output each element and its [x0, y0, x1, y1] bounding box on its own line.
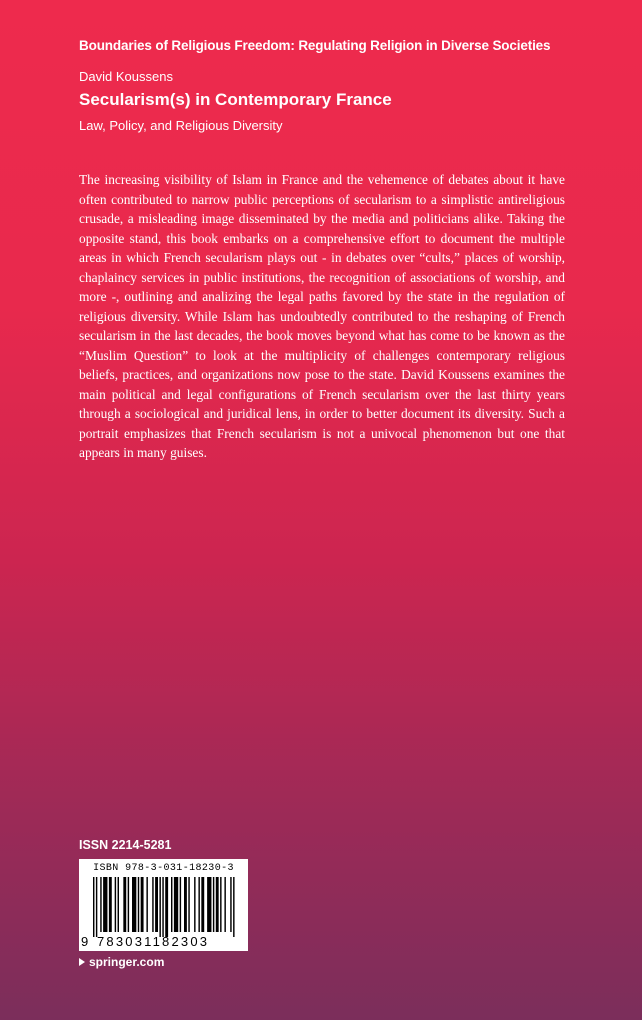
barcode-bar — [233, 877, 234, 937]
book-title: Secularism(s) in Contemporary France — [79, 90, 392, 109]
barcode-bar — [93, 877, 94, 937]
barcode-bar — [213, 877, 214, 932]
barcode-bar — [103, 877, 107, 932]
barcode-bar — [162, 877, 163, 937]
barcode-bar — [159, 877, 160, 937]
barcode-bar — [138, 877, 139, 932]
barcode-bar — [118, 877, 119, 932]
publisher-link[interactable] — [79, 955, 164, 969]
publisher-label: springer.com — [89, 955, 165, 969]
barcode-bars — [93, 877, 236, 937]
series-title: Boundaries of Religious Freedom: Regulating Religion in Diverse Societies — [79, 38, 551, 53]
barcode-bar — [224, 877, 225, 932]
barcode-bar — [216, 877, 219, 932]
author-name: David Koussens — [79, 69, 173, 84]
barcode-bar — [109, 877, 112, 932]
barcode-bar — [123, 877, 126, 932]
barcode — [79, 859, 248, 951]
barcode-bar — [201, 877, 204, 932]
barcode-bar — [155, 877, 158, 932]
barcode-bar — [132, 877, 136, 932]
barcode-bar — [128, 877, 129, 932]
book-description: The increasing visibility of Islam in France and the vehemence of debates about it have often contributed to narrow public perceptions of secularism to a simplistic antireligious crusade, a misleading image disseminated by the media and politicians alike. Taking the opposite stand, this book embarks on a comprehensive effort to document the multiple areas in which French secularism plays out - in debates over “cults,” places of worship, chaplaincy services in public institutions, the recognition of associations of worship, and more -, outlining and analizing the legal paths favored by the state in the regulation of religious diversity. While Islam has undoubtedly contributed to the reshaping of French secularism in the last decades, the book moves beyond what has come to be known as the “Muslim Question” to look at the multiplicity of challenges contemporary religious beliefs, practices, and organizations now pose to the state. David Koussens examines the main political and legal configurations of French secularism over the last thirty years through a sociological and juridical lens, in order to better document its diversity. Such a portrait emphasizes that French secularism is not a univocal phenomenon but one that appears in many guises. — [79, 172, 565, 460]
barcode-bar — [96, 877, 97, 937]
barcode-bar — [146, 877, 147, 932]
barcode-bar — [198, 877, 199, 932]
issn-number: ISSN 2214-5281 — [79, 838, 172, 852]
barcode-bar — [171, 877, 172, 932]
barcode-bar — [141, 877, 144, 932]
ean-first-digit: 9 — [81, 934, 89, 949]
isbn-number: ISBN 978-3-031-18230-3 — [93, 863, 234, 874]
barcode-bar — [220, 877, 221, 932]
barcode-bar — [165, 877, 168, 937]
barcode-bar — [188, 877, 189, 932]
barcode-bar — [194, 877, 195, 932]
barcode-bar — [184, 877, 187, 932]
barcode-bar — [115, 877, 116, 932]
barcode-bar — [207, 877, 211, 932]
barcode-bar — [152, 877, 153, 932]
book-subtitle: Law, Policy, and Religious Diversity — [79, 118, 283, 133]
barcode-bar — [230, 877, 231, 932]
arrow-right-icon — [79, 958, 85, 966]
barcode-bar — [174, 877, 178, 932]
barcode-bar — [180, 877, 181, 932]
ean-digits: 783031182303 — [97, 934, 210, 949]
barcode-bar — [100, 877, 101, 932]
